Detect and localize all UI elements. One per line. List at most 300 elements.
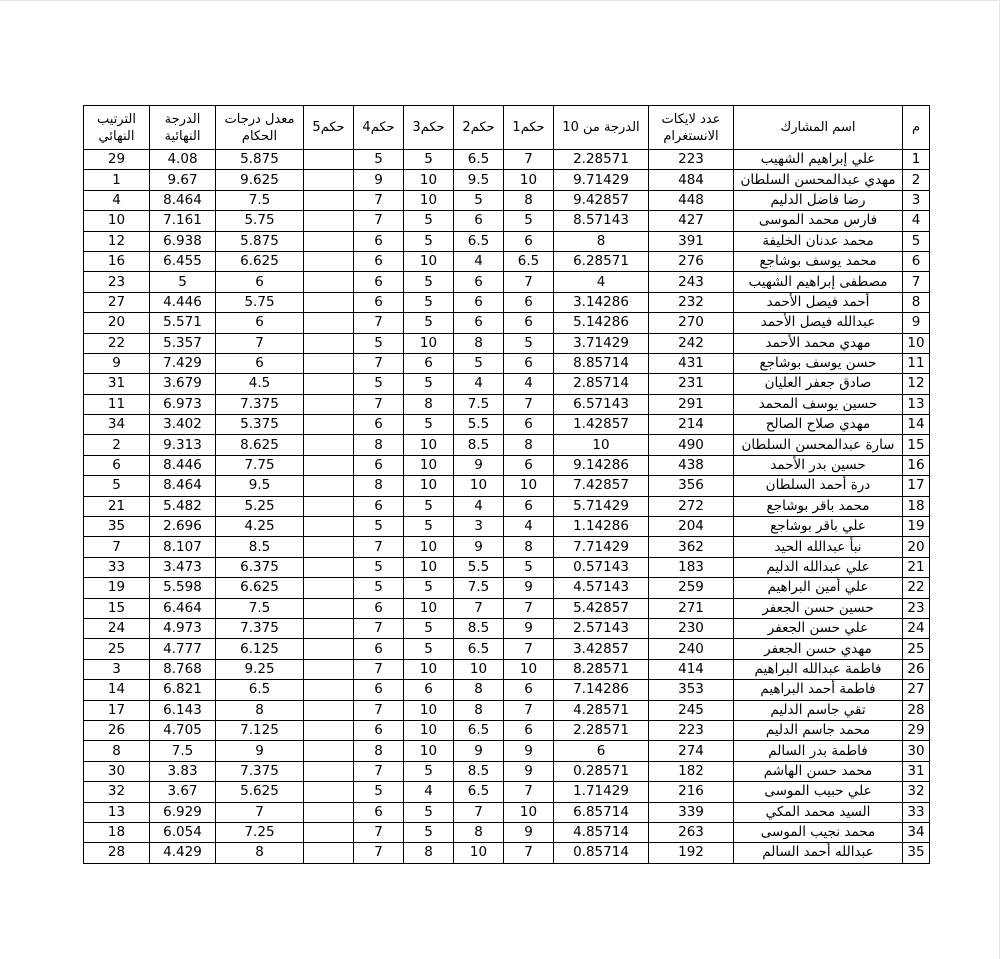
cell-final-rank: 26 <box>84 720 150 740</box>
cell-judge3: 5 <box>404 822 454 842</box>
cell-judge4: 6 <box>354 251 404 271</box>
cell-judge5 <box>304 394 354 414</box>
cell-likes: 448 <box>649 190 734 210</box>
cell-judge2: 5.5 <box>454 415 504 435</box>
cell-likes: 427 <box>649 211 734 231</box>
cell-judge2: 6 <box>454 211 504 231</box>
cell-judge4: 6 <box>354 231 404 251</box>
cell-score10: 3.42857 <box>554 639 649 659</box>
cell-final-score: 4.429 <box>150 843 216 863</box>
cell-judge4: 6 <box>354 455 404 475</box>
cell-score10: 4.85714 <box>554 822 649 842</box>
cell-judge1: 4 <box>504 374 554 394</box>
cell-judge1: 7 <box>504 700 554 720</box>
cell-final-rank: 15 <box>84 598 150 618</box>
cell-final-score: 4.446 <box>150 292 216 312</box>
cell-likes: 490 <box>649 435 734 455</box>
cell-final-rank: 3 <box>84 659 150 679</box>
cell-final-score: 5 <box>150 272 216 292</box>
cell-final-rank: 22 <box>84 333 150 353</box>
cell-name: علي حبيب الموسى <box>734 782 903 802</box>
cell-name: علي أمين البراهيم <box>734 578 903 598</box>
cell-judge4: 7 <box>354 822 404 842</box>
cell-name: أحمد فيصل الأحمد <box>734 292 903 312</box>
table-row <box>84 843 930 863</box>
cell-likes: 362 <box>649 537 734 557</box>
cell-index: 35 <box>903 843 930 863</box>
cell-judge1: 6 <box>504 680 554 700</box>
cell-name: حسين بدر الأحمد <box>734 455 903 475</box>
cell-judge2: 7.5 <box>454 394 504 414</box>
cell-final-rank: 13 <box>84 802 150 822</box>
cell-score10: 8.28571 <box>554 659 649 679</box>
cell-name: علي باقر بوشاجع <box>734 517 903 537</box>
header-likes: عدد لايكات الانستغرام <box>649 106 734 150</box>
cell-score10: 0.57143 <box>554 557 649 577</box>
cell-index: 18 <box>903 496 930 516</box>
cell-judges-average: 5.75 <box>216 211 304 231</box>
cell-judge2: 7 <box>454 598 504 618</box>
cell-index: 10 <box>903 333 930 353</box>
table-row <box>84 618 930 638</box>
cell-index: 22 <box>903 578 930 598</box>
table-row <box>84 822 930 842</box>
cell-judges-average: 7.125 <box>216 720 304 740</box>
cell-name: عبدالله أحمد السالم <box>734 843 903 863</box>
cell-final-score: 9.313 <box>150 435 216 455</box>
cell-name: سارة عبدالمحسن السلطان <box>734 435 903 455</box>
cell-final-rank: 20 <box>84 313 150 333</box>
cell-judges-average: 5.875 <box>216 231 304 251</box>
cell-judge1: 5 <box>504 557 554 577</box>
cell-score10: 10 <box>554 435 649 455</box>
cell-final-score: 3.402 <box>150 415 216 435</box>
cell-judge5 <box>304 680 354 700</box>
cell-index: 3 <box>903 190 930 210</box>
cell-judge5 <box>304 557 354 577</box>
cell-score10: 2.57143 <box>554 618 649 638</box>
cell-judge3: 10 <box>404 435 454 455</box>
cell-judge3: 5 <box>404 211 454 231</box>
cell-score10: 3.71429 <box>554 333 649 353</box>
cell-final-rank: 27 <box>84 292 150 312</box>
cell-likes: 484 <box>649 170 734 190</box>
cell-score10: 0.28571 <box>554 761 649 781</box>
table-row <box>84 415 930 435</box>
cell-judge2: 4 <box>454 251 504 271</box>
cell-judges-average: 7.375 <box>216 618 304 638</box>
cell-judge5 <box>304 333 354 353</box>
cell-judge2: 4 <box>454 374 504 394</box>
cell-judge1: 7 <box>504 843 554 863</box>
cell-judge3: 10 <box>404 190 454 210</box>
cell-judges-average: 7.75 <box>216 455 304 475</box>
cell-judges-average: 7.5 <box>216 190 304 210</box>
cell-index: 30 <box>903 741 930 761</box>
cell-judge3: 8 <box>404 394 454 414</box>
cell-name: مصطفى إبراهيم الشهيب <box>734 272 903 292</box>
cell-judge3: 10 <box>404 659 454 679</box>
cell-likes: 271 <box>649 598 734 618</box>
cell-final-score: 6.464 <box>150 598 216 618</box>
cell-score10: 5.14286 <box>554 313 649 333</box>
cell-judge5 <box>304 415 354 435</box>
cell-score10: 5.71429 <box>554 496 649 516</box>
cell-judge4: 8 <box>354 476 404 496</box>
table-row <box>84 598 930 618</box>
table-row <box>84 231 930 251</box>
cell-score10: 6.28571 <box>554 251 649 271</box>
cell-final-rank: 14 <box>84 680 150 700</box>
cell-final-score: 6.054 <box>150 822 216 842</box>
cell-judge5 <box>304 150 354 170</box>
cell-final-score: 4.705 <box>150 720 216 740</box>
cell-judge5 <box>304 251 354 271</box>
cell-index: 5 <box>903 231 930 251</box>
cell-likes: 438 <box>649 455 734 475</box>
cell-index: 24 <box>903 618 930 638</box>
cell-judge3: 5 <box>404 618 454 638</box>
table-row <box>84 353 930 373</box>
cell-index: 33 <box>903 802 930 822</box>
cell-score10: 1.14286 <box>554 517 649 537</box>
cell-judges-average: 5.25 <box>216 496 304 516</box>
cell-judge4: 7 <box>354 394 404 414</box>
table-row <box>84 557 930 577</box>
cell-name: فارس محمد الموسى <box>734 211 903 231</box>
cell-judge4: 6 <box>354 802 404 822</box>
cell-final-score: 3.679 <box>150 374 216 394</box>
cell-index: 26 <box>903 659 930 679</box>
cell-score10: 8 <box>554 231 649 251</box>
cell-score10: 7.42857 <box>554 476 649 496</box>
cell-judge1: 9 <box>504 618 554 638</box>
cell-score10: 8.85714 <box>554 353 649 373</box>
cell-final-score: 7.429 <box>150 353 216 373</box>
table-row <box>84 537 930 557</box>
cell-score10: 7.71429 <box>554 537 649 557</box>
cell-index: 28 <box>903 700 930 720</box>
cell-judge4: 5 <box>354 150 404 170</box>
cell-judge5 <box>304 292 354 312</box>
header-name: اسم المشارك <box>734 106 903 150</box>
cell-judge1: 10 <box>504 802 554 822</box>
table-row <box>84 741 930 761</box>
cell-name: السيد محمد المكي <box>734 802 903 822</box>
cell-judges-average: 5.75 <box>216 292 304 312</box>
cell-judge3: 8 <box>404 843 454 863</box>
cell-likes: 274 <box>649 741 734 761</box>
cell-judge5 <box>304 313 354 333</box>
header-final-rank: الترتيب النهائي <box>84 106 150 150</box>
cell-judge3: 10 <box>404 333 454 353</box>
cell-name: صادق جعفر العليان <box>734 374 903 394</box>
cell-score10: 1.42857 <box>554 415 649 435</box>
cell-final-rank: 31 <box>84 374 150 394</box>
table-row <box>84 720 930 740</box>
cell-index: 23 <box>903 598 930 618</box>
cell-score10: 9.71429 <box>554 170 649 190</box>
cell-judge5 <box>304 211 354 231</box>
cell-judge4: 7 <box>354 761 404 781</box>
cell-judge3: 10 <box>404 476 454 496</box>
cell-name: مهدي صلاح الصالح <box>734 415 903 435</box>
cell-final-rank: 12 <box>84 231 150 251</box>
table-row <box>84 517 930 537</box>
cell-index: 13 <box>903 394 930 414</box>
cell-name: حسين يوسف المحمد <box>734 394 903 414</box>
table-row <box>84 435 930 455</box>
cell-judge5 <box>304 659 354 679</box>
cell-index: 14 <box>903 415 930 435</box>
cell-judges-average: 6 <box>216 272 304 292</box>
cell-judge3: 5 <box>404 517 454 537</box>
cell-final-score: 7.5 <box>150 741 216 761</box>
cell-judge3: 10 <box>404 557 454 577</box>
cell-judges-average: 5.375 <box>216 415 304 435</box>
cell-final-rank: 7 <box>84 537 150 557</box>
cell-judge2: 8 <box>454 822 504 842</box>
cell-index: 17 <box>903 476 930 496</box>
cell-name: تقي جاسم الدليم <box>734 700 903 720</box>
cell-judge3: 4 <box>404 782 454 802</box>
cell-judge5 <box>304 741 354 761</box>
cell-score10: 7.14286 <box>554 680 649 700</box>
cell-judge2: 8.5 <box>454 435 504 455</box>
cell-judges-average: 6.375 <box>216 557 304 577</box>
cell-likes: 216 <box>649 782 734 802</box>
cell-judge3: 10 <box>404 720 454 740</box>
cell-final-score: 3.473 <box>150 557 216 577</box>
cell-judge2: 4 <box>454 496 504 516</box>
cell-judge4: 6 <box>354 292 404 312</box>
cell-name: رضا فاضل الدليم <box>734 190 903 210</box>
cell-judge1: 5 <box>504 333 554 353</box>
cell-judges-average: 6.625 <box>216 578 304 598</box>
cell-likes: 231 <box>649 374 734 394</box>
cell-judges-average: 6 <box>216 353 304 373</box>
table-row <box>84 170 930 190</box>
cell-final-rank: 23 <box>84 272 150 292</box>
cell-score10: 2.28571 <box>554 720 649 740</box>
header-final-score: الدرجة النهائية <box>150 106 216 150</box>
table-row <box>84 394 930 414</box>
cell-judge2: 5 <box>454 353 504 373</box>
cell-judge5 <box>304 802 354 822</box>
cell-index: 15 <box>903 435 930 455</box>
cell-final-score: 3.67 <box>150 782 216 802</box>
cell-judge3: 10 <box>404 598 454 618</box>
cell-name: علي إبراهيم الشهيب <box>734 150 903 170</box>
cell-judge2: 9.5 <box>454 170 504 190</box>
cell-judge1: 8 <box>504 435 554 455</box>
cell-index: 6 <box>903 251 930 271</box>
cell-name: علي عبدالله الدليم <box>734 557 903 577</box>
cell-final-rank: 5 <box>84 476 150 496</box>
cell-judge5 <box>304 517 354 537</box>
cell-index: 16 <box>903 455 930 475</box>
cell-judge1: 8 <box>504 190 554 210</box>
cell-score10: 2.85714 <box>554 374 649 394</box>
cell-judge2: 8.5 <box>454 761 504 781</box>
cell-final-rank: 21 <box>84 496 150 516</box>
cell-judge2: 5 <box>454 190 504 210</box>
cell-judge2: 6 <box>454 292 504 312</box>
cell-final-score: 6.973 <box>150 394 216 414</box>
cell-name: فاطمة بدر السالم <box>734 741 903 761</box>
cell-judge2: 9 <box>454 455 504 475</box>
cell-index: 7 <box>903 272 930 292</box>
cell-judge1: 7 <box>504 782 554 802</box>
cell-likes: 243 <box>649 272 734 292</box>
cell-judges-average: 7 <box>216 333 304 353</box>
cell-likes: 391 <box>649 231 734 251</box>
table-row <box>84 292 930 312</box>
cell-judge1: 9 <box>504 741 554 761</box>
cell-likes: 272 <box>649 496 734 516</box>
cell-final-score: 8.107 <box>150 537 216 557</box>
cell-judges-average: 5.875 <box>216 150 304 170</box>
results-table <box>83 105 930 864</box>
cell-final-rank: 30 <box>84 761 150 781</box>
cell-judge1: 5 <box>504 211 554 231</box>
table-row <box>84 333 930 353</box>
cell-judge3: 6 <box>404 680 454 700</box>
table-row <box>84 761 930 781</box>
cell-final-score: 8.464 <box>150 476 216 496</box>
cell-name: فاطمة أحمد البراهيم <box>734 680 903 700</box>
table-row <box>84 700 930 720</box>
cell-final-score: 7.161 <box>150 211 216 231</box>
cell-judge3: 5 <box>404 292 454 312</box>
cell-index: 1 <box>903 150 930 170</box>
cell-judge1: 6 <box>504 455 554 475</box>
cell-judge3: 5 <box>404 272 454 292</box>
cell-final-score: 9.67 <box>150 170 216 190</box>
cell-final-score: 6.929 <box>150 802 216 822</box>
header-row <box>84 106 930 150</box>
cell-judge2: 6.5 <box>454 231 504 251</box>
cell-judges-average: 9 <box>216 741 304 761</box>
cell-final-rank: 10 <box>84 211 150 231</box>
cell-judges-average: 8.625 <box>216 435 304 455</box>
cell-likes: 240 <box>649 639 734 659</box>
cell-judges-average: 7 <box>216 802 304 822</box>
cell-index: 2 <box>903 170 930 190</box>
cell-name: علي حسن الجعفر <box>734 618 903 638</box>
cell-judges-average: 4.25 <box>216 517 304 537</box>
cell-judge2: 6.5 <box>454 720 504 740</box>
cell-judge1: 10 <box>504 659 554 679</box>
table-row <box>84 578 930 598</box>
cell-final-score: 2.696 <box>150 517 216 537</box>
cell-judges-average: 9.625 <box>216 170 304 190</box>
cell-judge1: 10 <box>504 476 554 496</box>
cell-final-rank: 24 <box>84 618 150 638</box>
cell-name: مهدي عبدالمحسن السلطان <box>734 170 903 190</box>
table-row <box>84 455 930 475</box>
cell-judge1: 8 <box>504 537 554 557</box>
cell-final-score: 8.464 <box>150 190 216 210</box>
cell-final-rank: 19 <box>84 578 150 598</box>
cell-final-score: 3.83 <box>150 761 216 781</box>
cell-judge1: 4 <box>504 517 554 537</box>
cell-judge5 <box>304 190 354 210</box>
cell-judge4: 5 <box>354 374 404 394</box>
cell-likes: 223 <box>649 720 734 740</box>
cell-judge1: 6 <box>504 415 554 435</box>
cell-judge1: 7 <box>504 394 554 414</box>
cell-name: محمد باقر بوشاجع <box>734 496 903 516</box>
cell-likes: 259 <box>649 578 734 598</box>
cell-judge4: 7 <box>354 353 404 373</box>
cell-score10: 1.71429 <box>554 782 649 802</box>
cell-name: حسين حسن الجعفر <box>734 598 903 618</box>
cell-name: نبأ عبدالله الحيد <box>734 537 903 557</box>
cell-name: محمد حسن الهاشم <box>734 761 903 781</box>
cell-judge5 <box>304 720 354 740</box>
cell-judge2: 9 <box>454 741 504 761</box>
cell-judge5 <box>304 353 354 373</box>
cell-score10: 2.28571 <box>554 150 649 170</box>
table-row <box>84 639 930 659</box>
cell-final-rank: 34 <box>84 415 150 435</box>
cell-likes: 242 <box>649 333 734 353</box>
cell-judge1: 6 <box>504 231 554 251</box>
cell-index: 9 <box>903 313 930 333</box>
table-row <box>84 496 930 516</box>
cell-judge5 <box>304 618 354 638</box>
cell-judge2: 8 <box>454 333 504 353</box>
cell-judges-average: 6 <box>216 313 304 333</box>
cell-judge3: 5 <box>404 415 454 435</box>
cell-score10: 6.57143 <box>554 394 649 414</box>
cell-judge5 <box>304 782 354 802</box>
cell-judge3: 5 <box>404 313 454 333</box>
cell-index: 19 <box>903 517 930 537</box>
cell-score10: 6 <box>554 741 649 761</box>
cell-judge4: 5 <box>354 782 404 802</box>
cell-judge1: 9 <box>504 761 554 781</box>
cell-judge3: 5 <box>404 231 454 251</box>
cell-judge4: 5 <box>354 517 404 537</box>
table-body <box>84 150 930 864</box>
cell-likes: 232 <box>649 292 734 312</box>
header-judge4: حكم4 <box>354 106 404 150</box>
cell-final-score: 5.357 <box>150 333 216 353</box>
cell-judge2: 6 <box>454 272 504 292</box>
table-row <box>84 313 930 333</box>
cell-judge5 <box>304 700 354 720</box>
cell-judge4: 7 <box>354 700 404 720</box>
cell-name: محمد يوسف بوشاجع <box>734 251 903 271</box>
cell-judge4: 7 <box>354 618 404 638</box>
cell-index: 4 <box>903 211 930 231</box>
cell-judge5 <box>304 272 354 292</box>
cell-judge2: 8.5 <box>454 618 504 638</box>
cell-judge2: 8 <box>454 700 504 720</box>
cell-judge4: 7 <box>354 190 404 210</box>
cell-final-score: 8.446 <box>150 455 216 475</box>
cell-judge4: 7 <box>354 313 404 333</box>
cell-judge2: 5.5 <box>454 557 504 577</box>
cell-index: 32 <box>903 782 930 802</box>
cell-judge3: 10 <box>404 455 454 475</box>
cell-name: مهدي حسن الجعفر <box>734 639 903 659</box>
header-judge5: حكم5 <box>304 106 354 150</box>
cell-likes: 353 <box>649 680 734 700</box>
cell-judge4: 7 <box>354 537 404 557</box>
